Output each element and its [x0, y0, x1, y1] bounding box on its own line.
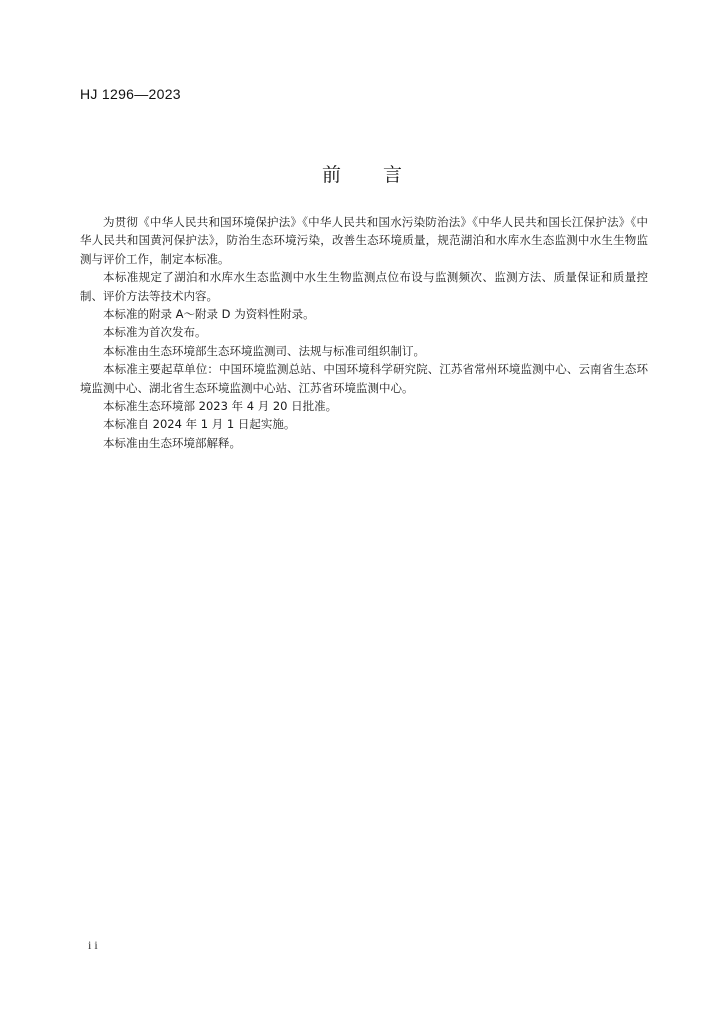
paragraph-drafting-units: 本标准主要起草单位：中国环境监测总站、中国环境科学研究院、江苏省常州环境监测中心、云南省生态环境监测中心、湖北省生态环境监测中心站、江苏省环境监测中心。 [80, 362, 648, 395]
paragraph-organizer: 本标准由生态环境部生态环境监测司、法规与标准司组织制订。 [103, 343, 425, 358]
paragraph-scope: 本标准规定了湖泊和水库水生态监测中水生生物监测点位布设与监测频次、监测方法、质量保证和质量控制、评价方法等技术内容。 [80, 270, 648, 303]
paragraph-interpretation: 本标准由生态环境部解释。 [103, 435, 241, 450]
page-number: i i [88, 938, 98, 952]
paragraph-first-release: 本标准为首次发布。 [103, 325, 207, 340]
paragraph-effective-date: 本标准自 2024 年 1 月 1 日起实施。 [103, 417, 296, 432]
standard-code: HJ 1296—2023 [80, 86, 181, 102]
paragraph-purpose: 为贯彻《中华人民共和国环境保护法》《中华人民共和国水污染防治法》《中华人民共和国长江保护法》《中华人民共和国黄河保护法》，防治生态环境污染，改善生态环境质量，规范湖泊和水库水生态监测中水生生物监测与评价工作，制定本标准。 [80, 215, 648, 266]
paragraph-approval: 本标准生态环境部 2023 年 4 月 20 日批准。 [103, 399, 338, 414]
foreword-body [80, 213, 648, 452]
paragraph-appendix: 本标准的附录 A～附录 D 为资料性附录。 [103, 307, 315, 322]
page-title: 前言 [321, 164, 444, 186]
